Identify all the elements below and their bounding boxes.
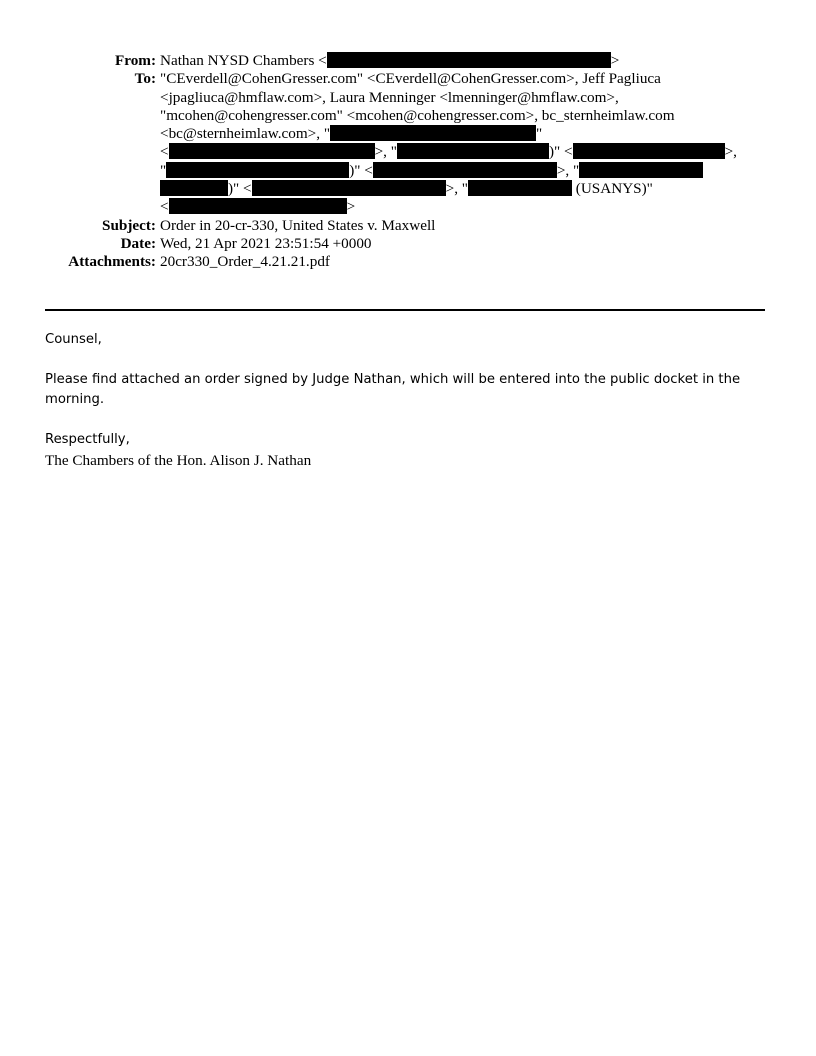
closing: Respectfully, bbox=[45, 432, 130, 447]
to-text: " bbox=[160, 161, 167, 179]
to-text: <bc@sternheimlaw.com>, " bbox=[160, 125, 331, 143]
to-line bbox=[160, 180, 760, 198]
to-label: To: bbox=[134, 70, 156, 88]
to-line bbox=[160, 143, 760, 161]
redaction-box bbox=[169, 198, 347, 214]
from-label: From: bbox=[114, 52, 156, 69]
from-row bbox=[0, 52, 816, 70]
email-header bbox=[0, 52, 816, 272]
subject-value: Order in 20-cr-330, United States v. Maxwell bbox=[160, 216, 436, 234]
to-text: " bbox=[536, 125, 543, 143]
to-text: >, " bbox=[445, 180, 468, 198]
to-line: "CEverdell@CohenGresser.com" <CEverdell@CohenGresser.com>, Jeff Pagliuca bbox=[160, 70, 661, 88]
redaction-box bbox=[468, 180, 572, 196]
to-text: )" < bbox=[349, 161, 373, 179]
from-value bbox=[160, 52, 760, 70]
to-text: < bbox=[160, 143, 169, 161]
redaction-box bbox=[327, 52, 611, 68]
to-text: >, " bbox=[374, 143, 397, 161]
to-text: )" < bbox=[548, 143, 573, 161]
attachments-row bbox=[0, 253, 816, 271]
to-text: (USANYS)" bbox=[571, 180, 653, 198]
to-row bbox=[0, 70, 816, 216]
redaction-box bbox=[252, 180, 446, 196]
to-line: <jpagliuca@hmflaw.com>, Laura Menninger <lmenninger@hmflaw.com>, bbox=[160, 88, 619, 106]
to-line bbox=[160, 125, 760, 143]
date-value: Wed, 21 Apr 2021 23:51:54 +0000 bbox=[160, 234, 372, 252]
message-paragraph: Please find attached an order signed by Judge Nathan, which will be entered into the public docket in the morning. bbox=[45, 372, 741, 407]
to-text: < bbox=[160, 198, 169, 216]
redaction-box bbox=[160, 180, 228, 196]
to-line bbox=[160, 162, 760, 180]
to-line bbox=[160, 198, 760, 216]
attachments-label: Attachments: bbox=[68, 253, 156, 271]
to-text: >, bbox=[724, 143, 737, 161]
from-name: Nathan NYSD Chambers < bbox=[160, 52, 327, 69]
redaction-box bbox=[579, 162, 703, 178]
date-row bbox=[0, 235, 816, 253]
salutation: Counsel, bbox=[45, 332, 102, 347]
from-close: > bbox=[610, 52, 620, 69]
redaction-box bbox=[373, 162, 557, 178]
attachment-filename: 20cr330_Order_4.21.21.pdf bbox=[160, 253, 330, 271]
redaction-box bbox=[573, 143, 725, 159]
to-line: "mcohen@cohengresser.com" <mcohen@cohengresser.com>, bc_sternheimlaw.com bbox=[160, 106, 675, 124]
redaction-box bbox=[397, 143, 549, 159]
to-text: )" < bbox=[228, 180, 252, 198]
redaction-box bbox=[169, 143, 375, 159]
to-text: >, " bbox=[556, 161, 580, 179]
header-divider bbox=[45, 309, 765, 311]
signature: The Chambers of the Hon. Alison J. Nathan bbox=[45, 452, 312, 469]
redaction-box bbox=[166, 162, 349, 178]
subject-label: Subject: bbox=[102, 216, 156, 234]
to-recipients bbox=[160, 70, 760, 216]
date-label: Date: bbox=[120, 234, 156, 252]
to-text: > bbox=[346, 198, 356, 216]
subject-row bbox=[0, 217, 816, 235]
redaction-box bbox=[330, 125, 536, 141]
